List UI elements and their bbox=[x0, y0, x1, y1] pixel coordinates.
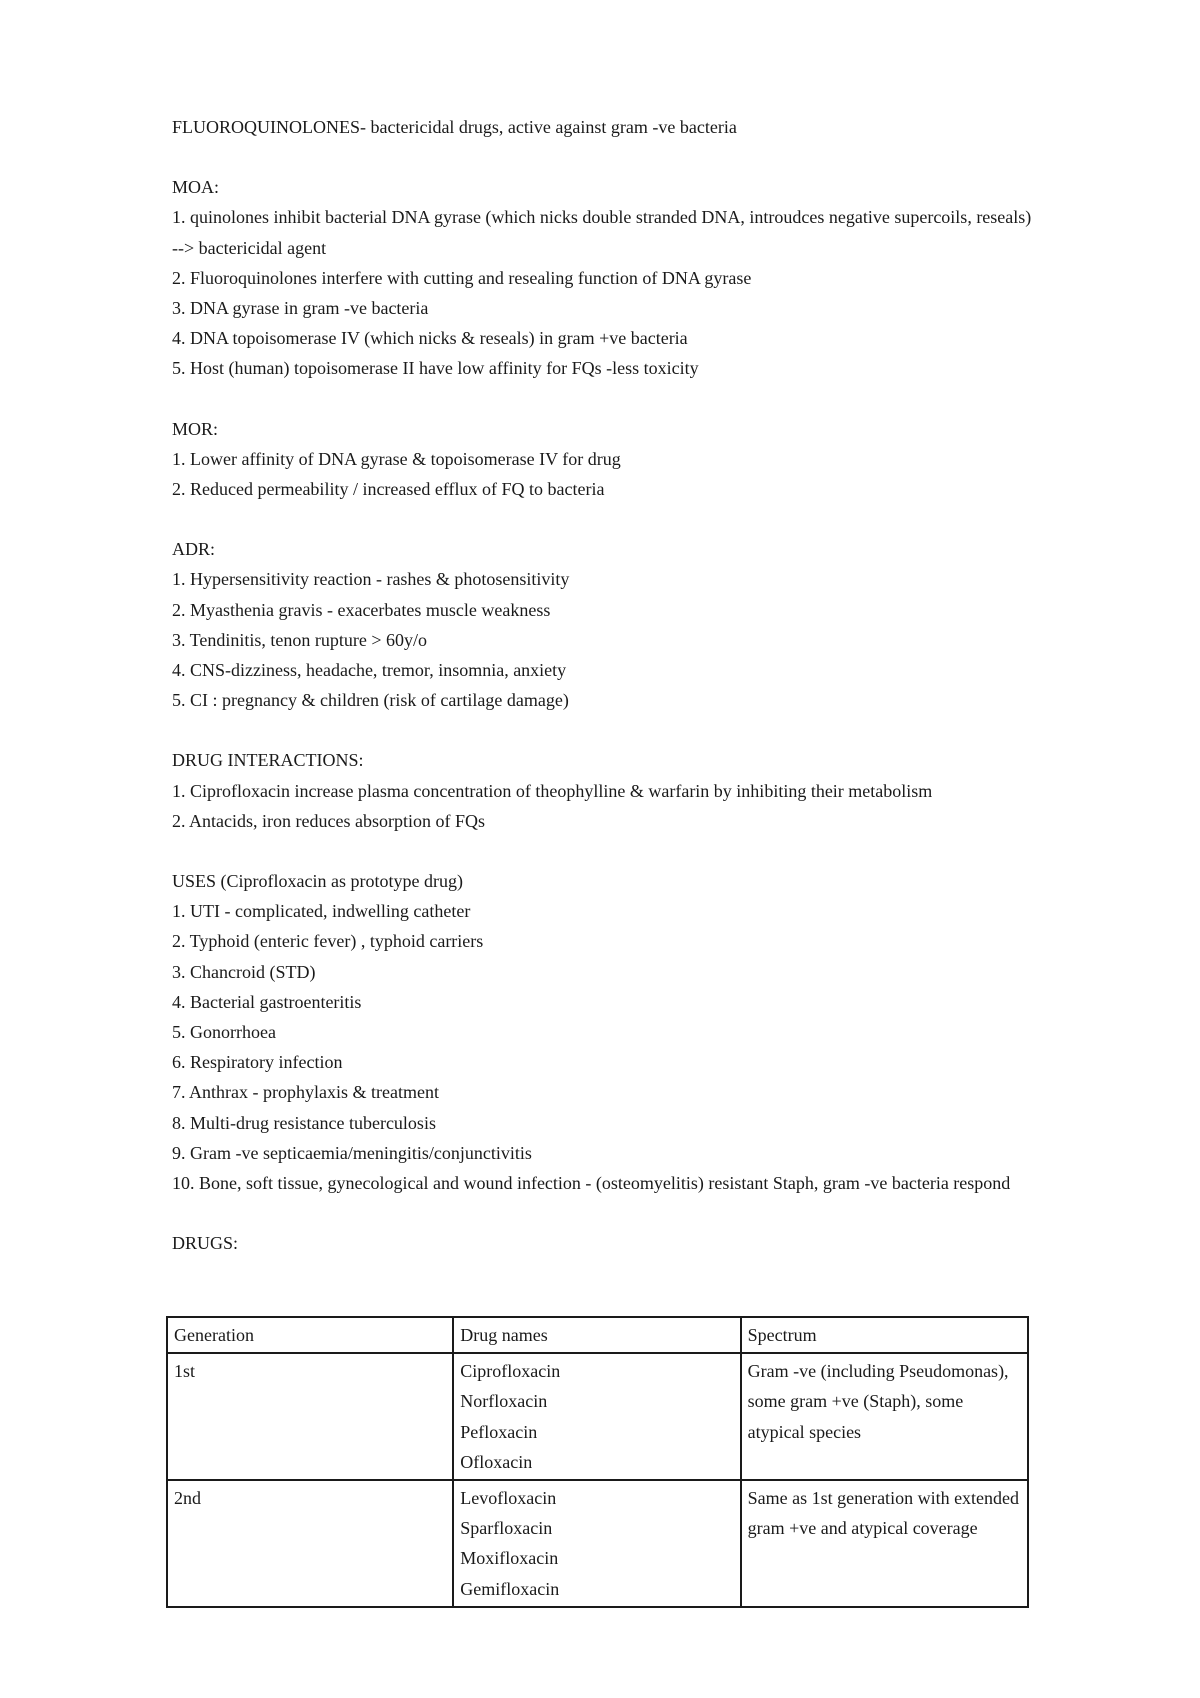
table-header-row bbox=[167, 1317, 1028, 1353]
drug-name: Moxifloxacin bbox=[460, 1548, 559, 1569]
list-item: 5. Gonorrhoea bbox=[172, 1022, 276, 1043]
drug-name: Levofloxacin bbox=[460, 1488, 557, 1509]
list-item: 6. Respiratory infection bbox=[172, 1052, 343, 1073]
spectrum-cell: Gram -ve (including Pseudomonas), some gram +ve (Staph), some atypical species bbox=[741, 1353, 1028, 1480]
section-adr bbox=[172, 534, 1032, 715]
drug-names-cell bbox=[453, 1480, 740, 1607]
list-item: 8. Multi-drug resistance tuberculosis bbox=[172, 1112, 436, 1133]
list-item: 3. Tendinitis, tenon rupture > 60y/o bbox=[172, 629, 428, 650]
section-heading: MOR: bbox=[172, 418, 219, 439]
generation-cell: 1st bbox=[167, 1353, 453, 1480]
generation-cell: 2nd bbox=[167, 1480, 453, 1607]
section-heading: USES (Ciprofloxacin as prototype drug) bbox=[172, 871, 463, 892]
list-item: 4. CNS-dizziness, headache, tremor, insomnia, anxiety bbox=[172, 660, 567, 681]
drug-name: Ciprofloxacin bbox=[460, 1361, 561, 1382]
document-body bbox=[172, 112, 1032, 1259]
drug-name: Norfloxacin bbox=[460, 1391, 548, 1412]
list-item: 2. Fluoroquinolones interfere with cutting and resealing function of DNA gyrase bbox=[172, 267, 752, 288]
list-item: 9. Gram -ve septicaemia/meningitis/conjunctivitis bbox=[172, 1142, 532, 1163]
header-spectrum: Spectrum bbox=[741, 1317, 1028, 1353]
drug-name: Sparfloxacin bbox=[460, 1518, 553, 1539]
header-drug-names: Drug names bbox=[453, 1317, 740, 1353]
spectrum-cell: Same as 1st generation with extended gram +ve and atypical coverage bbox=[741, 1480, 1028, 1607]
section-moa bbox=[172, 172, 1032, 383]
section-mor bbox=[172, 414, 1032, 505]
list-item: 1. Hypersensitivity reaction - rashes & photosensitivity bbox=[172, 569, 570, 590]
header-generation: Generation bbox=[167, 1317, 453, 1353]
section-heading: ADR: bbox=[172, 539, 216, 560]
drug-name: Ofloxacin bbox=[460, 1451, 533, 1472]
list-item: 2. Antacids, iron reduces absorption of FQs bbox=[172, 810, 485, 831]
table-row bbox=[167, 1353, 1028, 1480]
document-title: FLUOROQUINOLONES- bactericidal drugs, active against gram -ve bacteria bbox=[172, 117, 737, 137]
list-item: 2. Typhoid (enteric fever) , typhoid carriers bbox=[172, 931, 484, 952]
title-section bbox=[172, 112, 1032, 142]
list-item: 3. Chancroid (STD) bbox=[172, 961, 316, 982]
list-item: 10. Bone, soft tissue, gynecological and wound infection - (osteomyelitis) resistant Staph, gram -ve bacteria respond bbox=[172, 1173, 1011, 1194]
list-item: 2. Myasthenia gravis - exacerbates muscle weakness bbox=[172, 599, 551, 620]
list-item: 5. Host (human) topoisomerase II have low affinity for FQs -less toxicity bbox=[172, 358, 699, 379]
drug-names-cell bbox=[453, 1353, 740, 1480]
list-item: 3. DNA gyrase in gram -ve bacteria bbox=[172, 298, 429, 319]
list-item: 7. Anthrax - prophylaxis & treatment bbox=[172, 1082, 439, 1103]
list-item: 1. UTI - complicated, indwelling catheter bbox=[172, 901, 471, 922]
table-row bbox=[167, 1480, 1028, 1607]
drug-name: Gemifloxacin bbox=[460, 1578, 560, 1599]
section-heading: DRUG INTERACTIONS: bbox=[172, 750, 364, 771]
section-heading: DRUGS: bbox=[172, 1233, 239, 1254]
section-heading: MOA: bbox=[172, 177, 220, 198]
list-item: 1. quinolones inhibit bacterial DNA gyrase (which nicks double stranded DNA, introudces negative supercoils, reseals) --> bactericidal agent bbox=[172, 207, 1032, 258]
section-drugs bbox=[172, 1228, 1032, 1258]
section-uses bbox=[172, 866, 1032, 1198]
list-item: 5. CI : pregnancy & children (risk of cartilage damage) bbox=[172, 690, 569, 711]
section-drug-interactions bbox=[172, 745, 1032, 836]
drug-generations-table bbox=[166, 1316, 1029, 1608]
drug-name: Pefloxacin bbox=[460, 1421, 538, 1442]
list-item: 2. Reduced permeability / increased efflux of FQ to bacteria bbox=[172, 479, 605, 500]
list-item: 1. Lower affinity of DNA gyrase & topoisomerase IV for drug bbox=[172, 448, 621, 469]
list-item: 4. Bacterial gastroenteritis bbox=[172, 991, 362, 1012]
list-item: 4. DNA topoisomerase IV (which nicks & reseals) in gram +ve bacteria bbox=[172, 328, 688, 349]
list-item: 1. Ciprofloxacin increase plasma concentration of theophylline & warfarin by inhibiting their metabolism bbox=[172, 780, 933, 801]
